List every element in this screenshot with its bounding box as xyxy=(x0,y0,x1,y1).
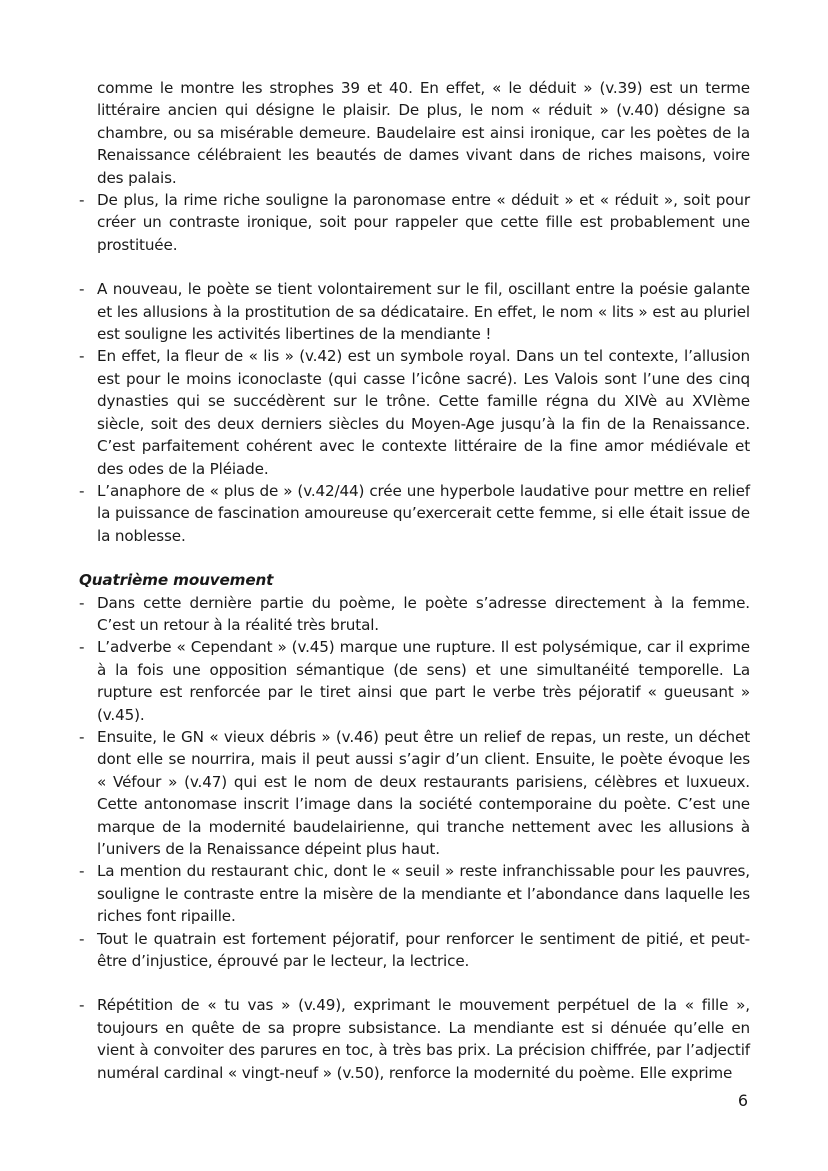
dash-marker: - xyxy=(79,638,85,657)
list-item xyxy=(79,994,750,1084)
bullet-list-2 xyxy=(79,278,750,547)
continuation-paragraph: comme le montre les strophes 39 et 40. En effet, « le déduit » (v.39) est un terme littéraire ancien qui désigne le plaisir. De plus, le nom « réduit » (v.40) désigne sa chambre, ou sa misérable demeure. Baudelaire est ainsi ironique, car les poètes de la Renaissance célébraient les beautés de dames vivant dans de riches maisons, voire des palais. xyxy=(97,79,750,187)
list-item-text: Dans cette dernière partie du poème, le poète s’adresse directement à la femme. C’est un retour à la réalité très brutal. xyxy=(97,593,750,634)
list-item-text: Répétition de « tu vas » (v.49), exprimant le mouvement perpétuel de la « fille », toujours en quête de sa propre subsistance. La mendiante est si dénuée qu’elle en vient à convoiter des parures en toc, à très bas prix. La précision chiffrée, par l’adjectif numéral cardinal « vingt-neuf » (v.50), renforce la modernité du poème. Elle exprime xyxy=(97,996,750,1082)
list-item xyxy=(79,860,750,927)
dash-marker: - xyxy=(79,996,85,1015)
list-item xyxy=(79,592,750,637)
list-item xyxy=(79,480,750,547)
list-item-text: Ensuite, le GN « vieux débris » (v.46) peut être un relief de repas, un reste, un déchet dont elle se nourrira, mais il peut aussi s’agir d’un client. Ensuite, le poète évoque les « Véfour » (v.47) qui est le nom de deux restaurants parisiens, célèbres et luxueux. Cette antonomase inscrit l’image dans la société contemporaine du poète. C’est une marque de la modernité baudelairienne, qui tranche nettement avec les allusions à l’univers de la Renaissance dépeint plus haut. xyxy=(97,727,750,858)
list-item xyxy=(79,345,750,479)
list-item-text: L’adverbe « Cependant » (v.45) marque une rupture. Il est polysémique, car il exprime à la fois une opposition sémantique (de sens) et une simultanéité temporelle. La rupture est renforcée par le tiret ainsi que part le verbe très péjoratif « gueusant » (v.45). xyxy=(97,638,750,724)
document-page xyxy=(79,77,750,1084)
list-item-text: De plus, la rime riche souligne la paronomase entre « déduit » et « réduit », soit pour créer un contraste ironique, soit pour rappeler que cette fille est probablement une prostituée. xyxy=(97,191,750,254)
dash-marker: - xyxy=(79,280,85,299)
list-item xyxy=(79,928,750,973)
dash-marker: - xyxy=(79,191,85,210)
dash-marker: - xyxy=(79,727,85,746)
page-number: 6 xyxy=(737,1091,748,1110)
list-item-text: En effet, la fleur de « lis » (v.42) est un symbole royal. Dans un tel contexte, l’allusion est pour le moins iconoclaste (qui casse l’icône sacré). Les Valois sont l’une des cinq dynasties qui se succédèrent sur le trône. Cette famille régna du XIVè au XVIème siècle, soit des deux derniers siècles du Moyen-Age jusqu’à la fin de la Renaissance. C’est parfaitement cohérent avec le contexte littéraire de la fine amor médiévale et des odes de la Pléiade. xyxy=(97,347,750,478)
list-item-text: Tout le quatrain est fortement péjoratif, pour renforcer le sentiment de pitié, et peut-être d’injustice, éprouvé par le lecteur, la lectrice. xyxy=(97,929,750,971)
list-item xyxy=(79,636,750,726)
dash-marker: - xyxy=(79,929,85,948)
dash-marker: - xyxy=(79,862,85,881)
list-item-text: La mention du restaurant chic, dont le « seuil » reste infranchissable pour les pauvres, souligne le contraste entre la misère de la mendiante et l’abondance dans laquelle les riches font ripaille. xyxy=(97,862,750,926)
section-heading: Quatrième mouvement xyxy=(79,571,274,590)
list-item xyxy=(79,726,750,860)
bullet-list-3 xyxy=(79,592,750,973)
list-item xyxy=(79,278,750,345)
list-item xyxy=(79,189,750,256)
dash-marker: - xyxy=(79,347,85,366)
list-item-text: A nouveau, le poète se tient volontairement sur le fil, oscillant entre la poésie galante et les allusions à la prostitution de sa dédicataire. En effet, le nom « lits » est au pluriel est souligne les activités libertines de la mendiante ! xyxy=(97,280,750,344)
dash-marker: - xyxy=(79,481,85,500)
bullet-list-4 xyxy=(79,994,750,1084)
bullet-list-1 xyxy=(79,189,750,256)
dash-marker: - xyxy=(79,593,85,612)
list-item-text: L’anaphore de « plus de » (v.42/44) crée une hyperbole laudative pour mettre en relief la puissance de fascination amoureuse qu’exercerait cette femme, si elle était issue de la noblesse. xyxy=(97,481,750,545)
